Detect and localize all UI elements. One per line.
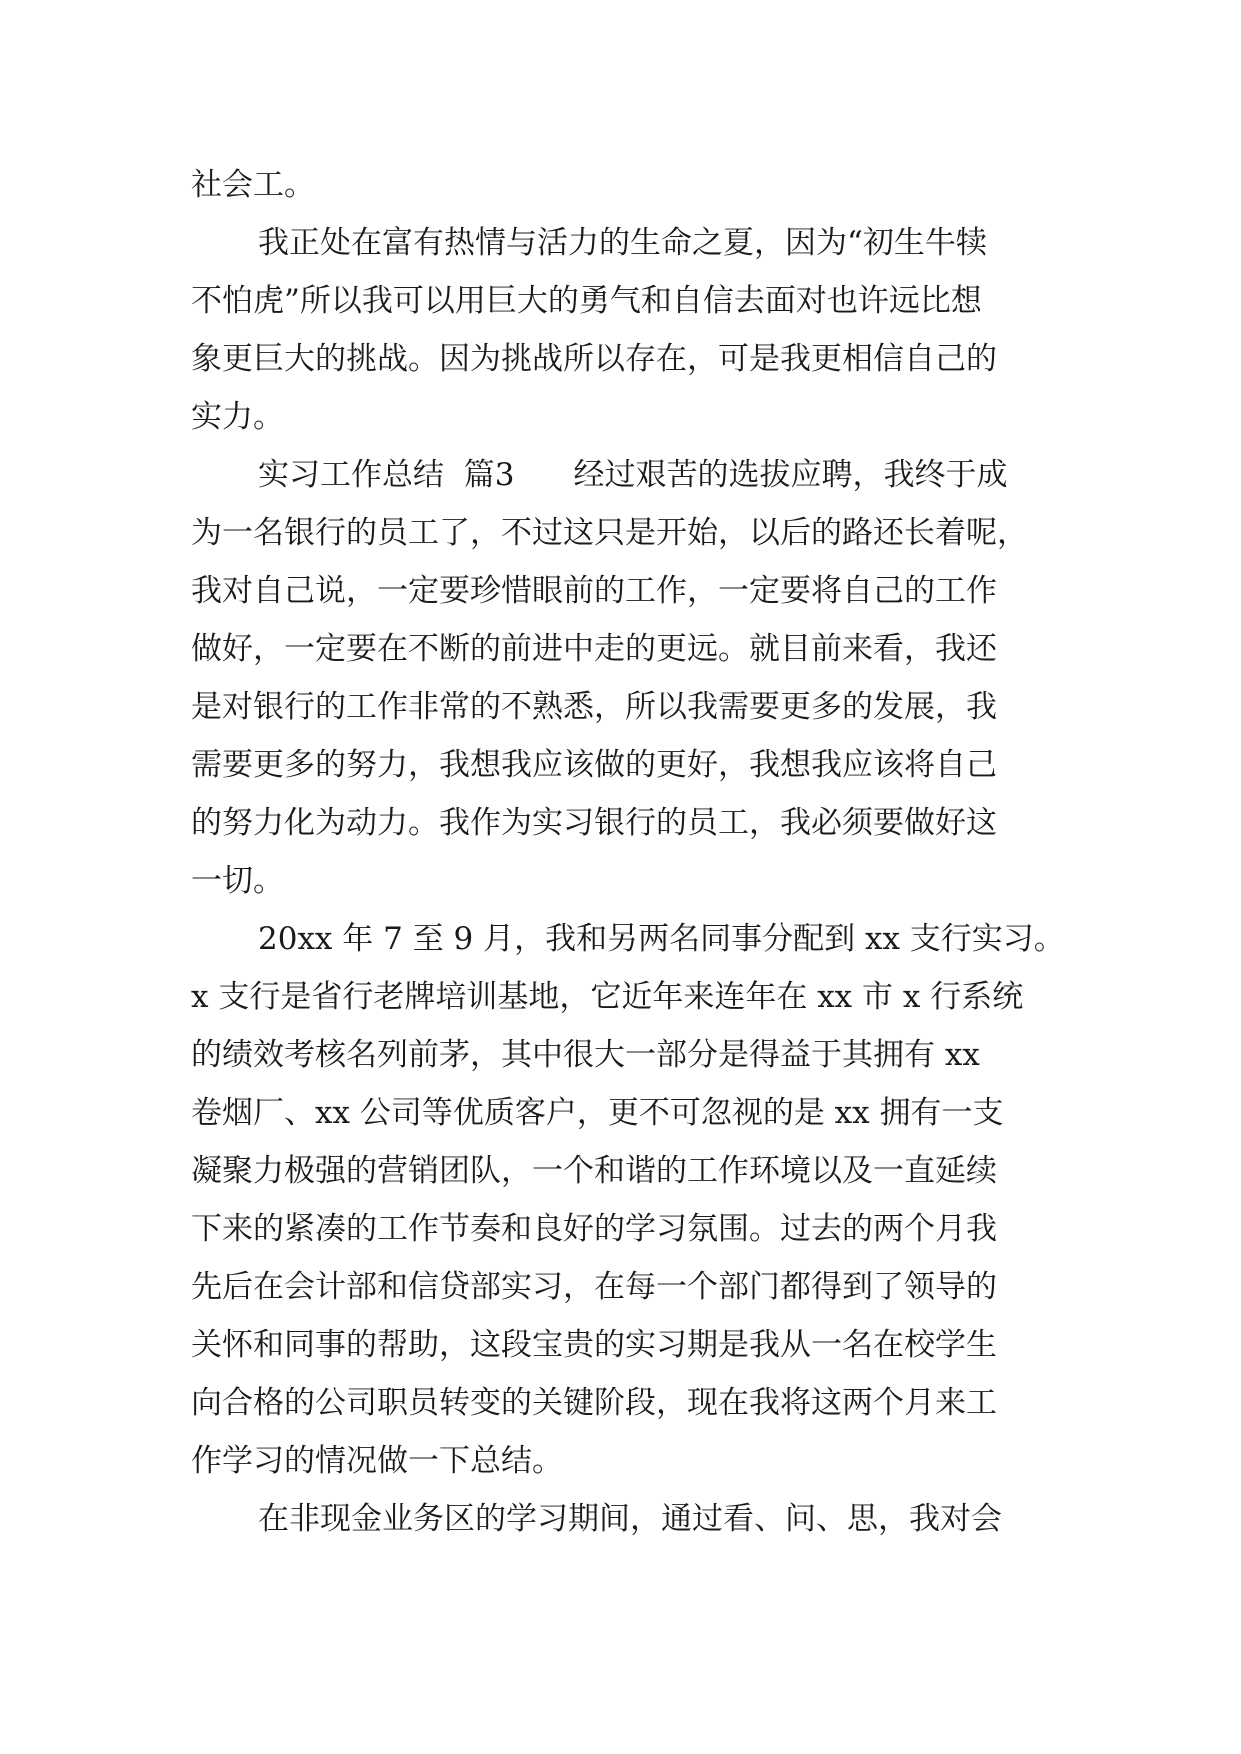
- text-line: [0, 445, 1241, 505]
- text-line: [0, 1431, 1241, 1491]
- text-line: [0, 561, 1241, 621]
- text-line: [0, 213, 1241, 273]
- line-text: 不怕虎”所以我可以用巨大的勇气和自信去面对也许远比想: [191, 283, 982, 319]
- line-text: 我对自己说，一定要珍惜眼前的工作，一定要将自己的工作: [191, 573, 997, 609]
- text-line: [0, 677, 1241, 737]
- text-line: [0, 503, 1241, 563]
- line-text: 做好，一定要在不断的前进中走的更远。就目前来看，我还: [191, 631, 997, 667]
- line-text: 关怀和同事的帮助，这段宝贵的实习期是我从一名在校学生: [191, 1327, 997, 1363]
- line-text: 的努力化为动力。我作为实习银行的员工，我必须要做好这: [191, 805, 997, 841]
- text-line: [0, 967, 1241, 1027]
- line-text: 卷烟厂、xx 公司等优质客户，更不可忽视的是 xx 拥有一支: [191, 1095, 1004, 1131]
- text-line: [0, 1257, 1241, 1317]
- line-text: 20xx 年 7 至 9 月，我和另两名同事分配到 xx 支行实习。: [258, 921, 1065, 957]
- line-text: 象更巨大的挑战。因为挑战所以存在，可是我更相信自己的: [191, 341, 997, 377]
- text-line: [0, 1025, 1241, 1085]
- line-text: 在非现金业务区的学习期间，通过看、问、思，我对会: [258, 1501, 1002, 1537]
- text-line: [0, 1083, 1241, 1143]
- text-line: [0, 851, 1241, 911]
- line-text: 一切。: [191, 863, 284, 899]
- text-line: [0, 1199, 1241, 1259]
- line-text: 作学习的情况做一下总结。: [191, 1443, 563, 1479]
- line-text: 实力。: [191, 399, 284, 435]
- line-text: 的绩效考核名列前茅，其中很大一部分是得益于其拥有 xx: [191, 1037, 980, 1073]
- line-text: 我正处在富有热情与活力的生命之夏，因为“初生牛犊: [258, 225, 987, 261]
- line-text: 下来的紧凑的工作节奏和良好的学习氛围。过去的两个月我: [191, 1211, 997, 1247]
- text-line: [0, 909, 1241, 969]
- text-line: [0, 793, 1241, 853]
- line-text: 需要更多的努力，我想我应该做的更好，我想我应该将自己: [191, 747, 997, 783]
- text-line: [0, 1141, 1241, 1201]
- text-line: [0, 1315, 1241, 1375]
- text-line: [0, 271, 1241, 331]
- line-text: 为一名银行的员工了，不过这只是开始，以后的路还长着呢，: [191, 515, 1028, 551]
- line-text: 实习工作总结 篇3 经过艰苦的选拔应聘，我终于成: [258, 457, 1008, 493]
- line-text: x 支行是省行老牌培训基地，它近年来连年在 xx 市 x 行系统: [191, 979, 1024, 1015]
- line-text: 社会工。: [191, 167, 315, 203]
- text-line: [0, 329, 1241, 389]
- line-text: 先后在会计部和信贷部实习，在每一个部门都得到了领导的: [191, 1269, 997, 1305]
- text-line: [0, 1489, 1241, 1549]
- text-line: [0, 619, 1241, 679]
- text-line: [0, 387, 1241, 447]
- text-line: [0, 1373, 1241, 1433]
- line-text: 向合格的公司职员转变的关键阶段，现在我将这两个月来工: [191, 1385, 997, 1421]
- text-line: [0, 735, 1241, 795]
- line-text: 是对银行的工作非常的不熟悉，所以我需要更多的发展，我: [191, 689, 997, 725]
- text-line: [0, 155, 1241, 215]
- line-text: 凝聚力极强的营销团队，一个和谐的工作环境以及一直延续: [191, 1153, 997, 1189]
